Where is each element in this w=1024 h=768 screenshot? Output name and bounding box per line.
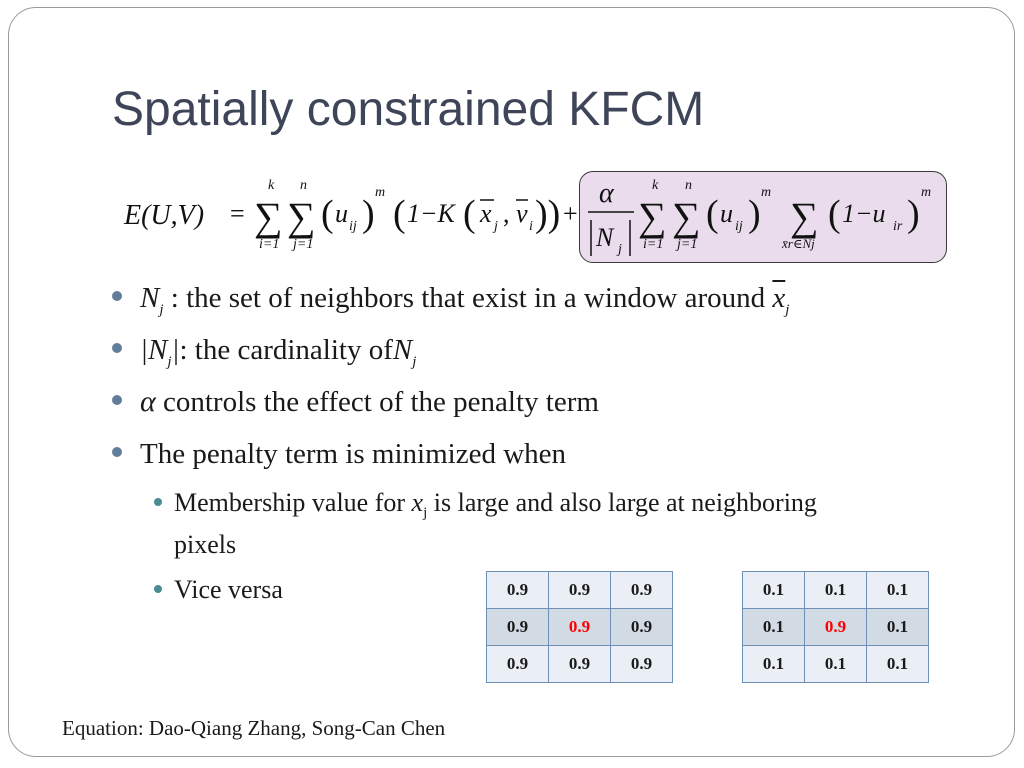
power-m-2: m bbox=[761, 185, 772, 200]
svg-text:(: ( bbox=[828, 193, 841, 235]
sum2-top: n bbox=[300, 178, 307, 193]
sum3-top: k bbox=[652, 178, 659, 193]
membership-grid-low bbox=[742, 571, 929, 683]
equation-credit: Equation: Dao-Qiang Zhang, Song-Can Chen bbox=[62, 716, 446, 740]
grid-cell: 0.9 bbox=[487, 572, 549, 609]
power-m-3: m bbox=[921, 185, 932, 200]
table-row bbox=[743, 572, 929, 609]
svg-text:∑: ∑ bbox=[638, 194, 667, 239]
table-row bbox=[487, 646, 673, 683]
u-sub-2: ij bbox=[735, 219, 743, 234]
u-var-2: u bbox=[720, 199, 733, 228]
svg-text:∑: ∑ bbox=[790, 194, 819, 239]
sum4-top: n bbox=[685, 178, 692, 193]
eq-plus: + bbox=[563, 199, 578, 228]
svg-text:): ) bbox=[907, 193, 920, 235]
energy-equation bbox=[0, 0, 1024, 280]
x-var: x bbox=[480, 199, 492, 228]
sum1-symbol: ∑ bbox=[254, 194, 283, 239]
grid-cell: 0.9 bbox=[549, 572, 611, 609]
n-denominator-sub: j bbox=[618, 242, 622, 257]
grid-cell: 0.9 bbox=[549, 646, 611, 683]
subbullet-membership-line2: pixels bbox=[174, 530, 237, 559]
bullet-dot bbox=[112, 395, 122, 405]
bullet-dot bbox=[112, 447, 122, 457]
subbullet-membership: Membership value for $x_j$ is large and also large at neighboring bbox=[154, 486, 817, 530]
subbullet-dot bbox=[154, 585, 162, 593]
svg-text:): ) bbox=[362, 193, 375, 235]
bullet-penalty-min: The penalty term is minimized when bbox=[112, 437, 566, 471]
eq-equals: = bbox=[230, 199, 245, 228]
grid-cell: 0.1 bbox=[867, 572, 929, 609]
subbullet-dot bbox=[154, 498, 162, 506]
grid-cell: 0.1 bbox=[743, 646, 805, 683]
bullet-alpha: α controls the effect of the penalty term bbox=[112, 385, 599, 419]
u-sub: ij bbox=[349, 219, 357, 234]
sum1-bottom: i=1 bbox=[259, 237, 280, 252]
slide-title: Spatially constrained KFCM bbox=[112, 83, 705, 136]
svg-text:): ) bbox=[748, 193, 761, 235]
table-row bbox=[487, 572, 673, 609]
grid-cell: 0.1 bbox=[867, 609, 929, 646]
n-denominator: N bbox=[596, 223, 614, 252]
u-var: u bbox=[335, 199, 348, 228]
sum2-bottom: j=1 bbox=[293, 237, 314, 252]
one-minus-k: 1−K bbox=[407, 199, 455, 228]
x-sub: j bbox=[494, 219, 498, 234]
table-row bbox=[743, 646, 929, 683]
svg-text:(: ( bbox=[706, 193, 719, 235]
sum3-bottom: i=1 bbox=[643, 237, 664, 252]
bullet-dot bbox=[112, 343, 122, 353]
grid-cell: 0.1 bbox=[743, 572, 805, 609]
svg-text:(: ( bbox=[393, 193, 406, 235]
grid-cell: 0.9 bbox=[487, 646, 549, 683]
grid-cell: 0.9 bbox=[611, 646, 673, 683]
grid-cell: 0.9 bbox=[611, 572, 673, 609]
eq-lhs: E(U,V) bbox=[124, 200, 205, 231]
sum5-bottom: x̄r∈Nj bbox=[782, 236, 815, 251]
alpha-symbol: α bbox=[599, 178, 614, 209]
grid-cell: 0.9 bbox=[487, 609, 549, 646]
v-sub: i bbox=[529, 219, 533, 234]
table-row bbox=[487, 609, 673, 646]
grid-cell-center: 0.9 bbox=[805, 609, 867, 646]
u-sub-3: ir bbox=[893, 219, 903, 234]
svg-text:(: ( bbox=[463, 193, 476, 235]
power-m: m bbox=[375, 185, 386, 200]
svg-text:∑: ∑ bbox=[672, 194, 701, 239]
membership-grid-high bbox=[486, 571, 673, 683]
one-minus-u: 1−u bbox=[842, 199, 886, 228]
grid-cell: 0.1 bbox=[867, 646, 929, 683]
grid-cell: 0.1 bbox=[805, 646, 867, 683]
bullet-neighbors: $N_j$ : the set of neighbors that exist in a window around $\overline{x}_j$ bbox=[112, 281, 789, 327]
grid-cell: 0.1 bbox=[743, 609, 805, 646]
sum4-bottom: j=1 bbox=[677, 237, 698, 252]
grid-cell: 0.1 bbox=[805, 572, 867, 609]
table-row bbox=[743, 609, 929, 646]
grid-cell-center: 0.9 bbox=[549, 609, 611, 646]
svg-text:)): )) bbox=[535, 193, 561, 235]
grid-cell: 0.9 bbox=[611, 609, 673, 646]
sum1-top: k bbox=[268, 178, 275, 193]
bullet-cardinality: $|N_j|$: the cardinality ofN$_j$ bbox=[112, 333, 416, 379]
subbullet-vice-versa: Vice versa bbox=[154, 573, 283, 607]
sum2-symbol: ∑ bbox=[287, 194, 316, 239]
v-var: v bbox=[516, 199, 528, 228]
svg-text:,: , bbox=[503, 199, 510, 228]
bullet-dot bbox=[112, 291, 122, 301]
svg-text:(: ( bbox=[321, 193, 334, 235]
